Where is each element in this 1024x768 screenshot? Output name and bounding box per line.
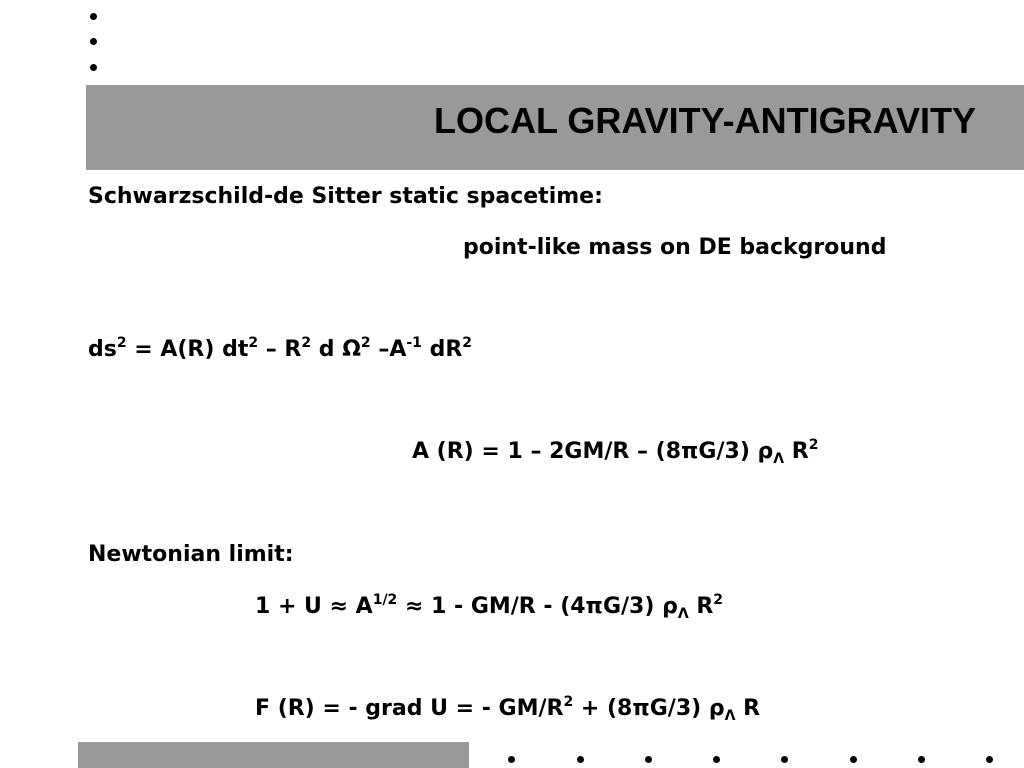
eq-part: d Ω [311,337,361,362]
eq-sup: 2 [116,335,127,351]
decor-dot [508,756,515,763]
heading-newtonian-limit: Newtonian limit: [88,542,294,567]
eq-part: R [688,594,714,619]
decor-dot [90,64,97,71]
eq-part: A (R) = 1 – 2GM/R – (8πG/3) ρ [412,439,774,464]
eq-part: ds [88,337,117,362]
eq-part: + (8πG/3) ρ [573,696,725,721]
decor-dot [713,756,720,763]
force-equation [255,694,761,724]
eq-part: dR [421,337,463,362]
a-of-r-equation [412,437,819,467]
eq-sup: 2 [248,335,259,351]
eq-sup: 2 [563,694,574,710]
eq-sub: Λ [677,606,689,622]
eq-part: R [735,696,761,721]
eq-sup: 2 [301,335,312,351]
decor-dot [986,756,993,763]
eq-sup: 2 [462,335,473,351]
potential-equation [255,592,724,622]
eq-sup: 1/2 [372,592,398,608]
bottom-bar [78,742,469,768]
decor-dot [90,13,97,20]
eq-part: = A(R) dt [126,337,249,362]
decor-dot [645,756,652,763]
eq-sub: Λ [773,451,785,467]
eq-part: 1 + U ≈ A [255,594,373,619]
decor-dot [850,756,857,763]
decor-dot [577,756,584,763]
subheading-point-mass: point-like mass on DE background [463,235,887,260]
slide-title: LOCAL GRAVITY-ANTIGRAVITY [433,100,976,141]
eq-sup: -1 [406,335,422,351]
eq-part: R [784,439,809,464]
metric-equation [88,337,472,362]
eq-sup: 2 [360,335,371,351]
eq-part: –A [370,337,407,362]
eq-part: – R [258,337,302,362]
heading-schwarzschild: Schwarzschild-de Sitter static spacetime: [88,184,603,209]
eq-sup: 2 [713,592,724,608]
eq-part: F (R) = - grad U = - GM/R [255,696,564,721]
eq-sup: 2 [808,437,819,453]
eq-sub: Λ [724,708,736,724]
eq-part: ≈ 1 - GM/R - (4πG/3) ρ [397,594,678,619]
decor-dot [781,756,788,763]
decor-dot [90,38,97,45]
decor-dot [918,756,925,763]
